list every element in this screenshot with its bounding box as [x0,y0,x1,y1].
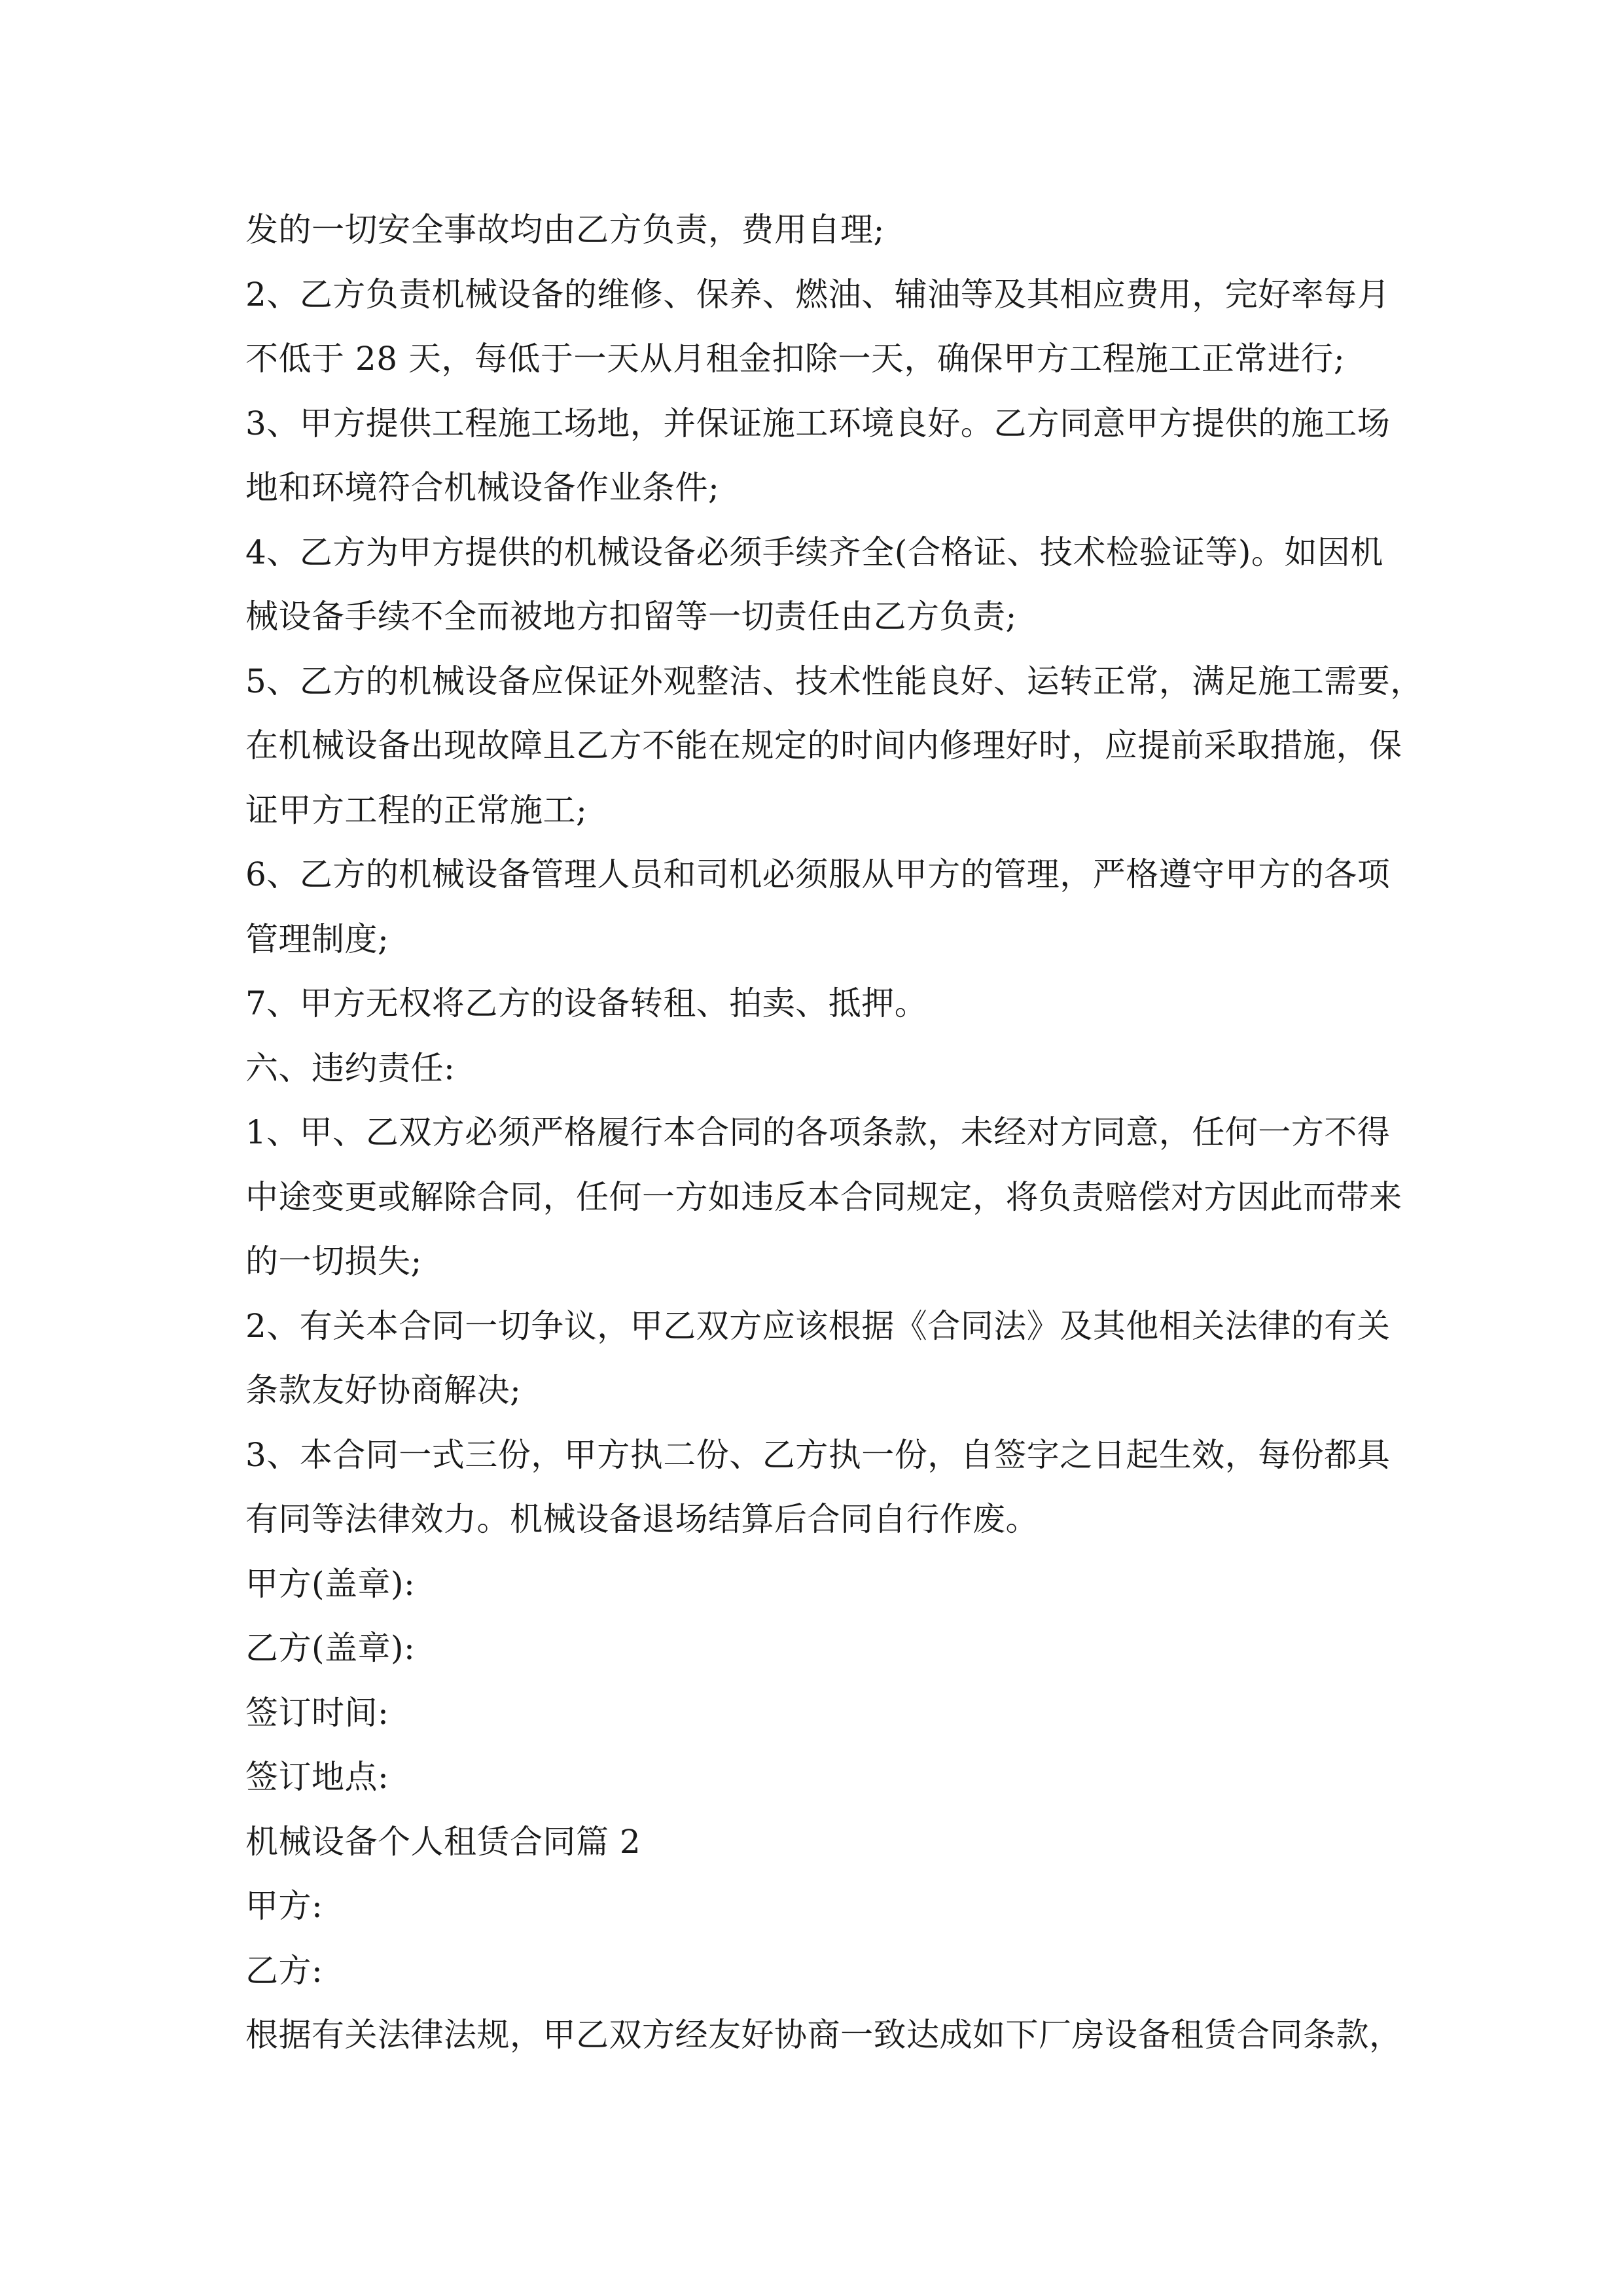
text-line: 不低于 28 天，每低于一天从月租金扣除一天，确保甲方工程施工正常进行; [245,340,1346,378]
signature-party-b: 乙方(盖章): [245,1629,416,1667]
text-line: 在机械设备出现故障且乙方不能在规定的时间内修理好时，应提前采取措施，保 [245,726,1402,764]
text-line: 根据有关法律法规，甲乙双方经友好协商一致达成如下厂房设备租赁合同条款， [245,2016,1402,2054]
text-line: 管理制度; [245,920,389,958]
contract-title: 机械设备个人租赁合同篇 2 [245,1822,641,1861]
text-line: 6、乙方的机械设备管理人员和司机必须服从甲方的管理，严格遵守甲方的各项 [245,855,1391,893]
text-line: 2、乙方负责机械设备的维修、保养、燃油、辅油等及其相应费用，完好率每月 [245,275,1391,314]
text-line: 中途变更或解除合同，任何一方如违反本合同规定，将负责赔偿对方因此而带来 [245,1177,1402,1216]
signing-date: 签订时间: [245,1693,389,1732]
party-b-label: 乙方: [245,1951,323,1990]
text-line: 地和环境符合机械设备作业条件; [245,469,720,507]
text-line: 证甲方工程的正常施工; [245,791,588,829]
document-body [245,198,1423,2068]
text-line: 4、乙方为甲方提供的机械设备必须手续齐全(合格证、技术检验证等)。如因机 [245,533,1383,571]
signature-party-a: 甲方(盖章): [245,1564,416,1603]
text-line: 3、甲方提供工程施工场地，并保证施工环境良好。乙方同意甲方提供的施工场 [245,404,1391,442]
text-line: 3、本合同一式三份，甲方执二份、乙方执一份，自签字之日起生效，每份都具 [245,1435,1391,1474]
text-line: 条款友好协商解决; [245,1371,522,1409]
text-line: 发的一切安全事故均由乙方负责，费用自理; [245,211,885,249]
text-line: 械设备手续不全而被地方扣留等一切责任由乙方负责; [245,598,1017,636]
signing-place: 签订地点: [245,1758,389,1796]
text-line: 2、有关本合同一切争议，甲乙双方应该根据《合同法》及其他相关法律的有关 [245,1306,1391,1345]
section-heading: 六、违约责任: [245,1049,455,1087]
text-line: 5、乙方的机械设备应保证外观整洁、技术性能良好、运转正常，满足施工需要， [245,662,1423,700]
text-line: 的一切损失; [245,1242,422,1280]
text-line: 7、甲方无权将乙方的设备转租、拍卖、抵押。 [245,984,928,1022]
text-line: 有同等法律效力。机械设备退场结算后合同自行作废。 [245,1500,1039,1538]
text-line: 1、甲、乙双方必须严格履行本合同的各项条款，未经对方同意，任何一方不得 [245,1113,1391,1151]
party-a-label: 甲方: [245,1887,323,1925]
